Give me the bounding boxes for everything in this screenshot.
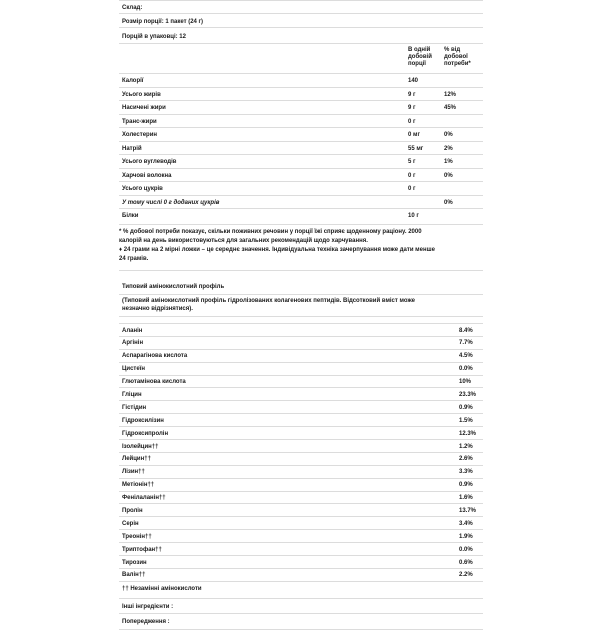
nutrient-dv: 12% [444,91,457,98]
amino-value: 0.9% [459,404,473,411]
warnings-row [119,614,483,630]
amino-name: Аспарагінова кислота [122,353,188,360]
nutrient-name: Транс-жири [122,118,157,125]
amino-name: Цистеїн [122,366,145,373]
amino-row [119,363,483,376]
amino-subtitle: (Типовий амінокислотний профіль гідролізованих колагенових пептидів. Відсотковий вміст може незначно відрізнятися). [122,298,415,312]
nutrient-amount: 0 г [408,172,416,179]
amino-value: 1.5% [459,417,473,424]
amino-row [119,401,483,414]
serving-size: Розмір порції: 1 пакет (24 г) [122,19,204,25]
nutrient-row [119,142,483,156]
nutrient-name: Білки [122,213,139,219]
nutrient-row [119,182,483,196]
amino-row [119,530,483,543]
nutrient-table [119,74,483,225]
amino-value: 8.4% [459,327,473,334]
amino-row [119,569,483,582]
nutrient-row [119,209,483,225]
amino-row [119,427,483,440]
nutrient-name: Натрій [122,145,142,152]
nutrient-name: Харчові волокна [122,172,172,179]
amino-title: Типовий амінокислотний профіль [122,284,225,290]
nutrient-name: Насичені жири [122,105,166,111]
footnote-dv: * % добової потреби показує, скільки поживних речовин у порції їжі сприяє щоденному раціону. 2000 калорій на день використовуються для загальних рекомендацій щодо харчування. [119,229,422,244]
nutrient-row [119,128,483,142]
amino-name: Пролін [122,507,143,514]
footnote-scoop: ♦ 24 грами на 2 мірні ложки – це середнє значення. Індивідуальна техніка зачерпування може дати менше 24 грамів. [119,247,435,262]
nutrient-row [119,196,483,210]
amino-value: 7.7% [459,340,473,347]
amino-name: Фенілаланін†† [122,495,166,502]
amino-name: Глютамінова кислота [122,379,186,386]
composition-row [119,0,483,14]
amino-value: 3.3% [459,469,473,476]
other-ingredients: Інші інгредієнти : [122,603,174,610]
nutrient-amount: 5 г [408,159,416,165]
nutrient-amount: 0 г [408,118,416,125]
amino-value: 10% [459,379,472,386]
amino-name: Серін [122,520,139,527]
essential-note-row [119,582,483,596]
amino-row [119,543,483,556]
nutrient-name: Холестерин [122,132,158,138]
amino-subtitle-row [119,295,483,317]
composition-label: Склад: [122,5,143,11]
nutrient-row [119,169,483,183]
nutrition-facts-panel [119,0,483,630]
amino-value: 0.9% [459,482,473,489]
amino-row [119,388,483,401]
nutrient-dv: 0% [444,172,453,179]
amino-value: 23.3% [459,391,477,398]
amino-value: 4.5% [459,353,473,360]
amino-row [119,453,483,466]
other-ingredients-row [119,598,483,614]
amino-name: Ізолейцин†† [122,443,159,450]
column-header-row [119,44,483,74]
nutrient-row [119,115,483,129]
amino-name: Гідроксипролін [122,430,169,437]
amino-row [119,466,483,479]
amino-name: Метіонін†† [122,482,155,489]
nutrient-dv: 0% [444,199,453,206]
amino-title-row [119,279,483,295]
amino-row [119,479,483,492]
nutrient-amount: 0 мг [408,132,420,138]
amino-name: Гліцин [122,391,142,398]
nutrient-dv: 1% [444,159,453,165]
amino-row [119,517,483,530]
nutrient-row [119,155,483,169]
nutrient-amount: 9 г [408,91,416,98]
amino-name: Аргінін [122,340,144,347]
amino-table [119,323,483,582]
warnings: Попередження : [122,618,170,625]
nutrient-amount: 0 г [408,186,416,192]
amino-value: 12.3% [459,430,477,437]
nutrient-row [119,88,483,102]
amino-row [119,414,483,427]
amino-value: 1.6% [459,495,473,502]
amino-name: Аланін [122,327,143,334]
nutrient-dv: 0% [444,132,453,138]
amino-value: 13.7% [459,507,477,514]
amino-value: 3.4% [459,520,473,527]
servings-per-pack-row [119,28,483,44]
nutrient-name: Усього жирів [122,91,161,98]
amino-value: 1.2% [459,443,473,450]
amino-row [119,324,483,337]
amino-row [119,350,483,363]
amino-name: Лізин†† [122,469,145,476]
amino-value: 0.0% [459,546,473,553]
nutrient-name: Усього цукрів [122,186,163,192]
nutrient-dv: 45% [444,105,457,111]
serving-size-row [119,14,483,28]
servings-per-pack: Порцій в упаковці: 12 [122,34,186,40]
amino-row [119,440,483,453]
amino-value: 0.6% [459,559,473,566]
amino-row [119,556,483,569]
amino-row [119,337,483,350]
footnote-block [119,225,483,271]
col-per-serving-header: В одній добовій порції [408,47,432,67]
amino-name: Треонін†† [122,533,152,540]
amino-name: Триптофан†† [122,546,162,553]
nutrient-dv: 2% [444,145,453,152]
nutrient-row [119,74,483,88]
nutrient-row [119,101,483,115]
amino-name: Лейцин†† [122,456,151,463]
amino-row [119,376,483,389]
amino-row [119,504,483,517]
amino-name: Тирозин [122,559,147,566]
essential-note: †† Незамінні амінокислоти [122,585,202,592]
nutrient-name: Калорії [122,78,144,84]
nutrient-amount: 140 [408,78,419,84]
amino-value: 0.0% [459,366,473,373]
amino-name: Валін†† [122,572,146,579]
amino-name: Гістідин [122,404,147,411]
nutrient-name: У тому числі 0 г доданих цукрів [122,199,220,206]
col-dv-header: % від добової потреби* [444,47,471,67]
nutrient-amount: 55 мг [408,145,424,152]
amino-name: Гідроксилізин [122,417,164,424]
amino-value: 1.9% [459,533,473,540]
nutrient-name: Усього вуглеводів [122,159,177,165]
nutrient-amount: 10 г [408,213,419,219]
amino-row [119,492,483,505]
amino-value: 2.6% [459,456,473,463]
nutrient-amount: 9 г [408,105,416,111]
amino-value: 2.2% [459,572,473,579]
